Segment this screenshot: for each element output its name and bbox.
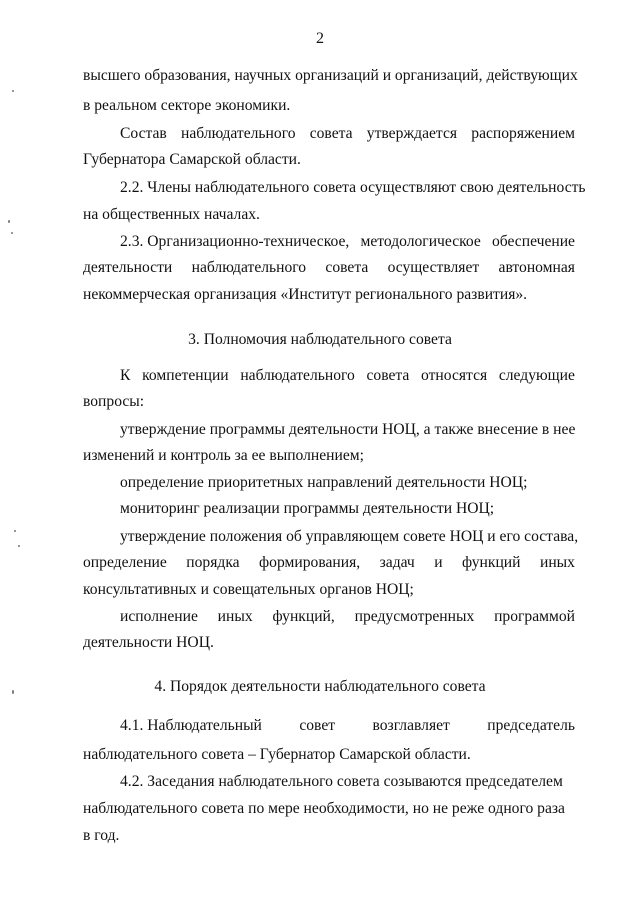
section-3-heading: 3. Полномочия наблюдательного совета [188, 331, 452, 348]
text-line-5: 2.2. Члены наблюдательного совета осуществляют свою деятельность [120, 179, 586, 196]
text-line-8 [83, 258, 575, 278]
word: относятся [421, 367, 488, 384]
word: наблюдательного [240, 367, 355, 384]
word: совета [325, 259, 369, 276]
word: председатель [487, 717, 575, 734]
text-line-21 [120, 716, 575, 736]
text-line-16: утверждение положения об управляющем совете НОЦ и его состава, [120, 528, 579, 545]
word: компетенции [142, 367, 229, 384]
word: совет [299, 717, 336, 734]
word: деятельности [83, 259, 173, 276]
word: 2.3. Организационно-техническое, [120, 233, 350, 250]
text-line-7 [120, 232, 575, 252]
word: порядка [186, 554, 240, 571]
word: следующие [498, 367, 575, 384]
word: задач [379, 554, 415, 571]
word: утверждается [366, 125, 458, 142]
text-line-15: мониторинг реализации программы деятельности НОЦ; [120, 500, 495, 517]
word: 4.1. Наблюдательный [120, 717, 262, 734]
scan-speck [12, 690, 14, 694]
text-line-25: в год. [83, 827, 120, 844]
text-line-4: Губернатора Самарской области. [83, 151, 301, 168]
word: методологическое [360, 233, 481, 250]
scan-speck [14, 530, 16, 532]
word: функций [462, 554, 521, 571]
text-line-14: определение приоритетных направлений деятельности НОЦ; [120, 474, 528, 491]
page-number: 2 [316, 30, 324, 47]
text-line-12: утверждение программы деятельности НОЦ, а также внесение в нее [120, 421, 576, 438]
text-line-1: высшего образования, научных организаций и организаций, действующих [83, 67, 578, 84]
word: формирования, [259, 554, 361, 571]
word: автономная [498, 259, 575, 276]
word: совета [309, 125, 353, 142]
word: наблюдательного [181, 125, 296, 142]
text-line-6: на общественных началах. [83, 206, 260, 223]
text-line-9: некоммерческая организация «Институт регионального развития». [83, 286, 528, 303]
scan-speck [11, 232, 13, 234]
text-line-2: в реальном секторе экономики. [83, 97, 291, 114]
word: наблюдательного [191, 259, 307, 276]
text-line-18: консультативных и совещательных органов НОЦ; [83, 581, 414, 598]
text-line-11: вопросы: [83, 393, 145, 410]
word: и [434, 554, 443, 571]
word: обеспечение [491, 233, 575, 250]
word: иных [539, 554, 575, 571]
text-line-20: деятельности НОЦ. [83, 634, 214, 651]
text-line-22: наблюдательного совета – Губернатор Самарской области. [83, 746, 471, 763]
word: предусмотренных [354, 608, 475, 625]
text-line-23: 4.2. Заседания наблюдательного совета созываются председателем [120, 773, 563, 790]
word: программой [494, 608, 575, 625]
word: исполнение [120, 608, 198, 625]
word: функций, [272, 608, 335, 625]
word: распоряжением [471, 125, 575, 142]
word: совета [366, 367, 410, 384]
word: возглавляет [372, 717, 450, 734]
scan-speck [8, 220, 10, 223]
text-line-19 [120, 607, 575, 627]
word: определение [83, 554, 167, 571]
text-line-24: наблюдательного совета по мере необходимости, но не реже одного раза [83, 800, 565, 817]
text-line-3 [120, 124, 575, 144]
section-4-heading: 4. Порядок деятельности наблюдательного совета [154, 678, 486, 695]
scan-speck [12, 90, 14, 92]
word: осуществляет [387, 259, 480, 276]
text-line-13: изменений и контроль за ее выполнением; [83, 447, 364, 464]
text-line-10 [120, 366, 575, 386]
word: Состав [120, 125, 167, 142]
scan-speck [18, 545, 20, 547]
word: иных [217, 608, 253, 625]
word: К [120, 367, 131, 384]
text-line-17 [83, 553, 575, 573]
